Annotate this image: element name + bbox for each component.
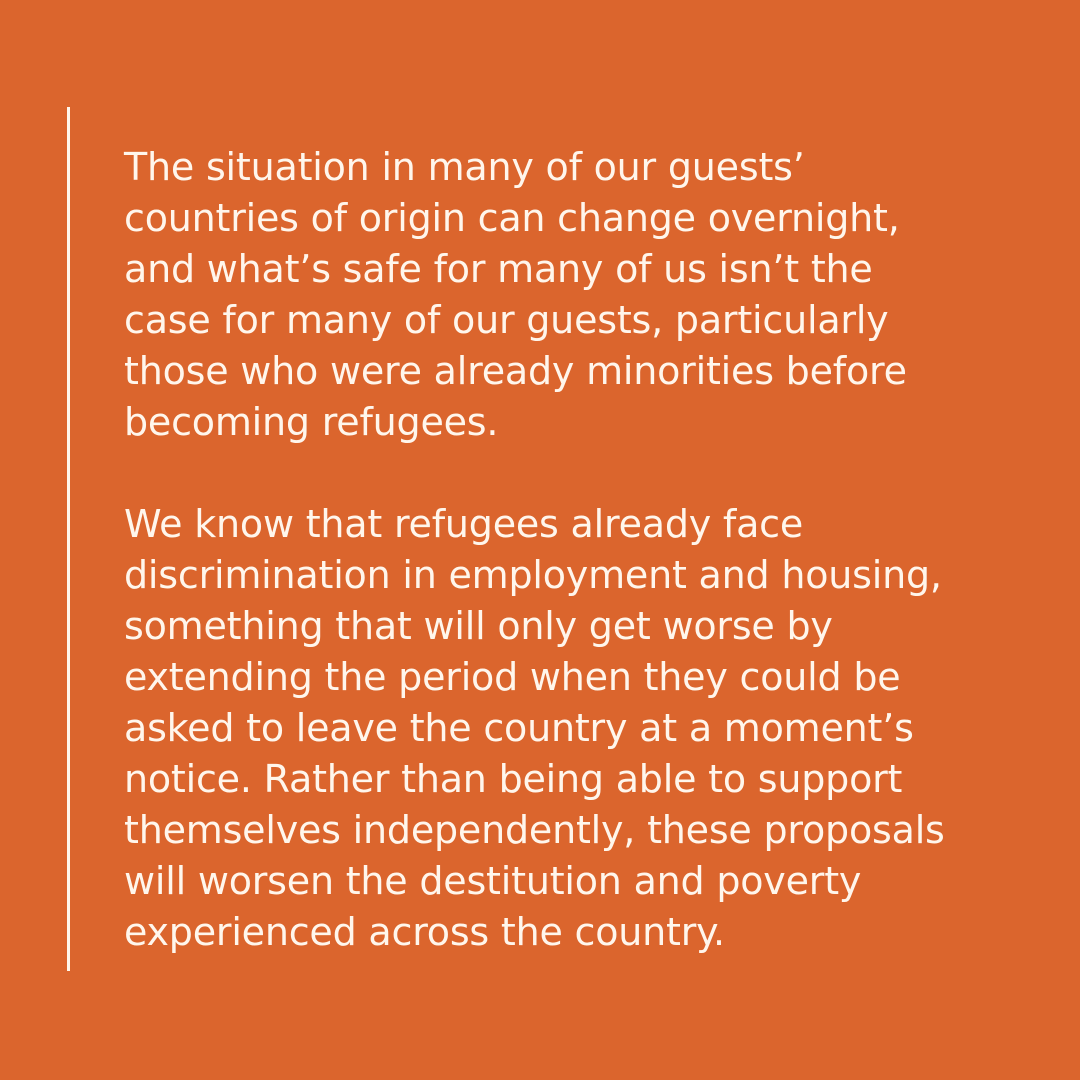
text-line: asked to leave the country at a moment’s: [124, 706, 914, 750]
text-line: case for many of our guests, particularly: [124, 298, 889, 342]
quote-paragraph-2: [124, 499, 1064, 958]
text-line: notice. Rather than being able to support: [124, 757, 903, 801]
text-line: will worsen the destitution and poverty: [124, 859, 862, 903]
text-line: We know that refugees already face: [124, 502, 804, 546]
quote-text: [124, 142, 1064, 958]
text-line: The situation in many of our guests’: [124, 145, 805, 189]
text-line: becoming refugees.: [124, 400, 499, 444]
text-line: those who were already minorities before: [124, 349, 907, 393]
text-line: countries of origin can change overnight,: [124, 196, 900, 240]
text-line: discrimination in employment and housing,: [124, 553, 942, 597]
text-line: experienced across the country.: [124, 910, 725, 954]
text-line: and what’s safe for many of us isn’t the: [124, 247, 873, 291]
quote-bar: [67, 107, 70, 971]
text-line: something that will only get worse by: [124, 604, 833, 648]
quote-paragraph-1: [124, 142, 1064, 448]
text-line: themselves independently, these proposals: [124, 808, 945, 852]
text-line: extending the period when they could be: [124, 655, 901, 699]
